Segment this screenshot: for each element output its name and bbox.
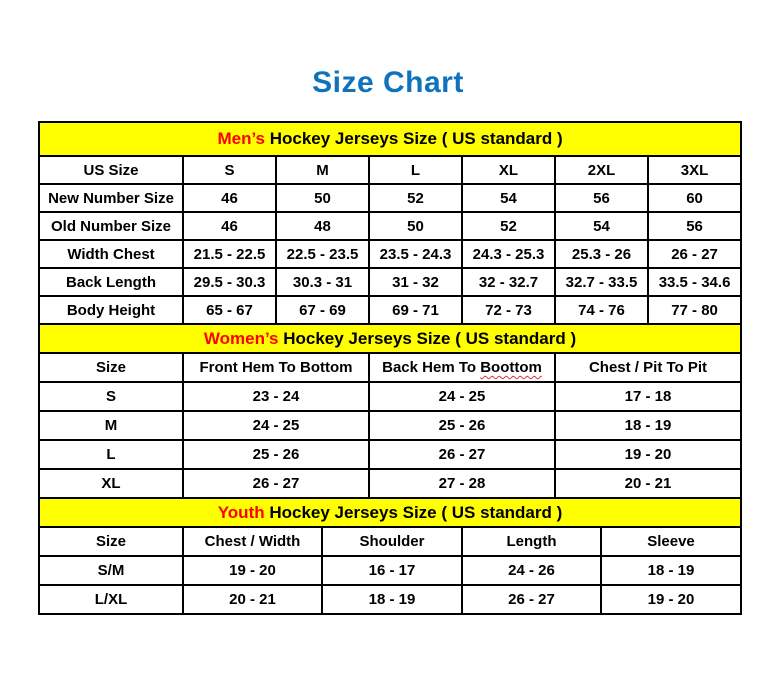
- row-label: L: [39, 440, 183, 469]
- column-header: S: [183, 156, 276, 184]
- size-cell: 21.5 - 22.5: [183, 240, 276, 268]
- size-cell: 54: [555, 212, 648, 240]
- womens-banner-row: [39, 324, 741, 353]
- size-cell: 56: [648, 212, 741, 240]
- size-cell: 46: [183, 212, 276, 240]
- size-cell: 32 - 32.7: [462, 268, 555, 296]
- size-cell: 18 - 19: [322, 585, 462, 614]
- size-cell: 20 - 21: [183, 585, 322, 614]
- size-cell: 17 - 18: [555, 382, 741, 411]
- column-header: Size: [39, 353, 183, 382]
- youth-header-row: [39, 527, 741, 556]
- table-row: [39, 411, 741, 440]
- table-row: [39, 296, 741, 324]
- table-row: [39, 240, 741, 268]
- column-header: Chest / Pit To Pit: [555, 353, 741, 382]
- womens-banner: [39, 324, 741, 353]
- mens-banner-row: [39, 122, 741, 156]
- size-cell: 18 - 19: [601, 556, 741, 585]
- column-header: XL: [462, 156, 555, 184]
- column-header: Front Hem To Bottom: [183, 353, 369, 382]
- table-row: [39, 268, 741, 296]
- size-cell: 22.5 - 23.5: [276, 240, 369, 268]
- size-cell: 31 - 32: [369, 268, 462, 296]
- size-cell: 25 - 26: [369, 411, 555, 440]
- size-cell: 77 - 80: [648, 296, 741, 324]
- size-cell: 26 - 27: [648, 240, 741, 268]
- row-label: Back Length: [39, 268, 183, 296]
- youth-banner-highlight: Youth: [217, 502, 265, 522]
- size-cell: 24 - 26: [462, 556, 601, 585]
- youth-banner-rest: Hockey Jerseys Size ( US standard ): [264, 502, 563, 522]
- table-row: [39, 212, 741, 240]
- size-cell: 65 - 67: [183, 296, 276, 324]
- row-label: XL: [39, 469, 183, 498]
- row-label: S: [39, 382, 183, 411]
- table-row: [39, 469, 741, 498]
- size-cell: 16 - 17: [322, 556, 462, 585]
- column-header: L: [369, 156, 462, 184]
- youth-banner-row: [39, 498, 741, 527]
- column-header: Shoulder: [322, 527, 462, 556]
- column-header: 3XL: [648, 156, 741, 184]
- size-cell: 30.3 - 31: [276, 268, 369, 296]
- mens-banner-highlight: Men’s: [217, 129, 265, 148]
- column-header: US Size: [39, 156, 183, 184]
- row-label: M: [39, 411, 183, 440]
- size-cell: 23.5 - 24.3: [369, 240, 462, 268]
- column-header-text: Back Hem To: [382, 359, 481, 376]
- womens-banner-highlight: Women’s: [203, 328, 279, 348]
- size-cell: 19 - 20: [601, 585, 741, 614]
- row-label: Body Height: [39, 296, 183, 324]
- size-cell: 50: [369, 212, 462, 240]
- size-cell: 24 - 25: [369, 382, 555, 411]
- size-cell: 24 - 25: [183, 411, 369, 440]
- size-cell: 46: [183, 184, 276, 212]
- size-cell: 23 - 24: [183, 382, 369, 411]
- youth-size-table: [38, 497, 742, 615]
- youth-banner: [39, 498, 741, 527]
- spellcheck-underline-word: Boottom: [480, 359, 542, 376]
- size-cell: 19 - 20: [183, 556, 322, 585]
- column-header: [369, 353, 555, 382]
- size-cell: 19 - 20: [555, 440, 741, 469]
- size-cell: 26 - 27: [369, 440, 555, 469]
- table-row: [39, 184, 741, 212]
- size-cell: 60: [648, 184, 741, 212]
- column-header: M: [276, 156, 369, 184]
- column-header: Sleeve: [601, 527, 741, 556]
- table-row: [39, 382, 741, 411]
- column-header: Size: [39, 527, 183, 556]
- mens-banner-rest: Hockey Jerseys Size ( US standard ): [265, 129, 563, 148]
- size-cell: 29.5 - 30.3: [183, 268, 276, 296]
- size-cell: 26 - 27: [183, 469, 369, 498]
- size-cell: 74 - 76: [555, 296, 648, 324]
- size-cell: 52: [369, 184, 462, 212]
- womens-header-row: [39, 353, 741, 382]
- womens-banner-rest: Hockey Jerseys Size ( US standard ): [278, 328, 577, 348]
- size-cell: 26 - 27: [462, 585, 601, 614]
- column-header: Chest / Width: [183, 527, 322, 556]
- size-cell: 54: [462, 184, 555, 212]
- mens-header-row: [39, 156, 741, 184]
- size-cell: 67 - 69: [276, 296, 369, 324]
- mens-banner: [39, 122, 741, 156]
- size-cell: 20 - 21: [555, 469, 741, 498]
- womens-size-table: [38, 323, 742, 499]
- size-cell: 72 - 73: [462, 296, 555, 324]
- size-cell: 24.3 - 25.3: [462, 240, 555, 268]
- column-header: 2XL: [555, 156, 648, 184]
- table-row: [39, 585, 741, 614]
- size-cell: 52: [462, 212, 555, 240]
- size-cell: 50: [276, 184, 369, 212]
- row-label: Width Chest: [39, 240, 183, 268]
- size-cell: 33.5 - 34.6: [648, 268, 741, 296]
- table-row: [39, 556, 741, 585]
- size-cell: 25 - 26: [183, 440, 369, 469]
- size-cell: 69 - 71: [369, 296, 462, 324]
- size-cell: 56: [555, 184, 648, 212]
- row-label: S/M: [39, 556, 183, 585]
- row-label: New Number Size: [39, 184, 183, 212]
- size-cell: 18 - 19: [555, 411, 741, 440]
- row-label: L/XL: [39, 585, 183, 614]
- size-chart-tables: [38, 121, 740, 615]
- mens-size-table: [38, 121, 742, 325]
- table-row: [39, 440, 741, 469]
- size-chart-title: Size Chart: [312, 66, 464, 99]
- size-cell: 32.7 - 33.5: [555, 268, 648, 296]
- row-label: Old Number Size: [39, 212, 183, 240]
- size-cell: 25.3 - 26: [555, 240, 648, 268]
- column-header: Length: [462, 527, 601, 556]
- size-cell: 27 - 28: [369, 469, 555, 498]
- size-cell: 48: [276, 212, 369, 240]
